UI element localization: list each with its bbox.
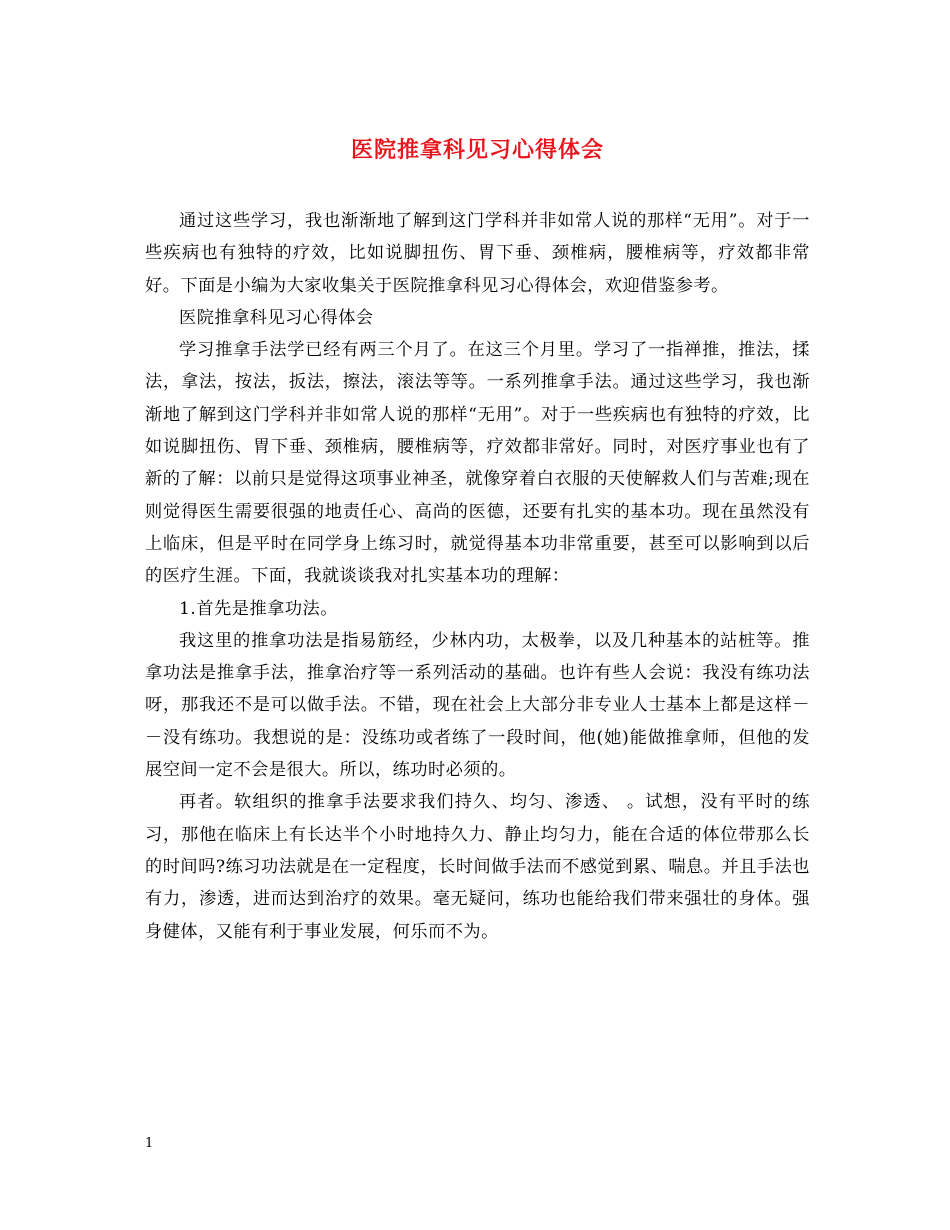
- page-number: 1: [145, 1136, 154, 1151]
- numbered-heading: 1.首先是推拿功法。: [179, 598, 338, 619]
- intro-paragraph: 通过这些学习，我也渐渐地了解到这门学科并非如常人说的那样“无用”。对于一些疾病也有独特的疗效，比如说脚扭伤、胃下垂、颈椎病，腰椎病等，疗效都非常好。下面是小编为大家收集关于医院推拿科见习心得体会，欢迎借鉴参考。: [145, 211, 810, 296]
- document-body: [145, 205, 810, 948]
- body-paragraph: 我这里的推拿功法是指易筋经，少林内功，太极拳，以及几种基本的站桩等。推拿功法是推拿手法，推拿治疗等一系列活动的基础。也许有些人会说：我没有练功法呀，那我还不是可以做手法。不错，现在社会上大部分非专业人士基本上都是这样－－没有练功。我想说的是：没练功或者练了一段时间，他(她)能做推拿师，但他的发展空间一定不会是很大。所以，练功时必须的。: [145, 630, 810, 781]
- document-title: 医院推拿科见习心得体会: [350, 137, 604, 163]
- body-paragraph: 再者。软组织的推拿手法要求我们持久、均匀、渗透、 。试想，没有平时的练习，那他在临床上有长达半个小时地持久力、静止均匀力，能在合适的体位带那么长的时间吗?练习功法就是在一定程度，长时间做手法而不感觉到累、喘息。并且手法也有力，渗透，进而达到治疗的效果。毫无疑问，练功也能给我们带来强壮的身体。强身健体，又能有利于事业发展，何乐而不为。: [145, 792, 810, 942]
- body-paragraph: 学习推拿手法学已经有两三个月了。在这三个月里。学习了一指禅推，推法，揉法，拿法，按法，扳法，擦法，滚法等等。一系列推拿手法。通过这些学习，我也渐渐地了解到这门学科并非如常人说的那样“无用”。对于一些疾病也有独特的疗效，比如说脚扭伤、胃下垂、颈椎病，腰椎病等，疗效都非常好。同时，对医疗事业也有了新的了解：以前只是觉得这项事业神圣，就像穿着白衣服的天使解救人们与苦难;现在则觉得医生需要很强的地责任心、高尚的医德，还要有扎实的基本功。现在虽然没有上临床，但是平时在同学身上练习时，就觉得基本功非常重要，甚至可以影响到以后的医疗生涯。下面，我就谈谈我对扎实基本功的理解：: [145, 340, 810, 587]
- section-heading: 医院推拿科见习心得体会: [179, 307, 374, 328]
- document-page: [145, 0, 810, 1230]
